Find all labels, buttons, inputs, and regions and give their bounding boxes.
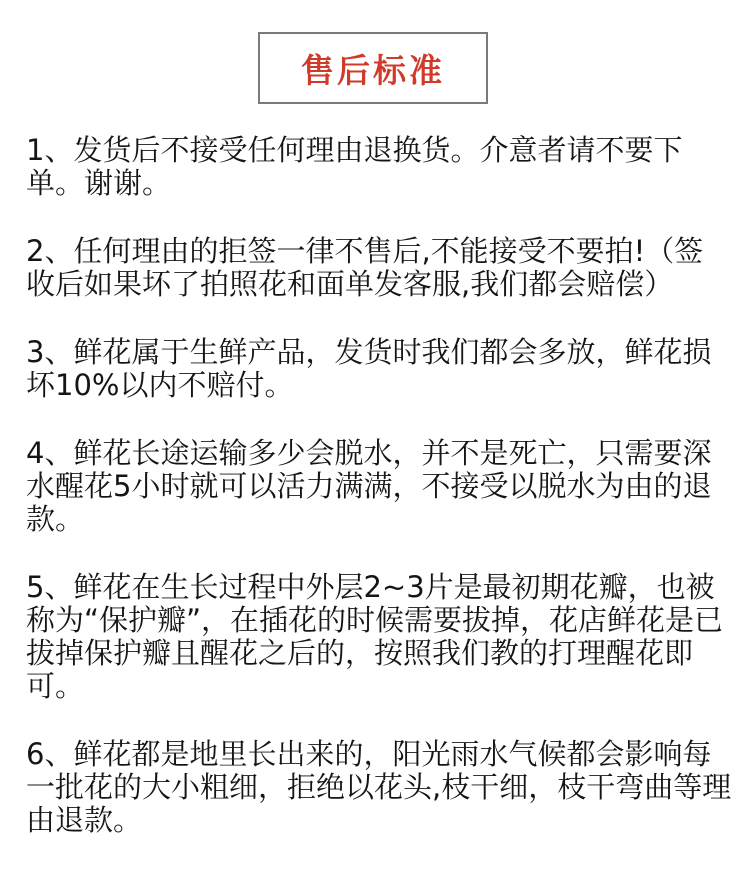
- rule-item: 4、鲜花长途运输多少会脱水，并不是死亡，只需要深水醒花5小时就可以活力满满，不接受以脱水为由的退款。: [26, 436, 712, 536]
- rule-item: 3、鲜花属于生鲜产品，发货时我们都会多放，鲜花损坏10%以内不赔付。: [26, 335, 712, 402]
- rule-item: 5、鲜花在生长过程中外层2~3片是最初期花瓣，也被称为“保护瓣”，在插花的时候需要拔掉，花店鲜花是已拔掉保护瓣且醒花之后的，按照我们教的打理醒花即可。: [26, 570, 724, 703]
- rule-item: 1、发货后不接受任何理由退换货。介意者请不要下单。谢谢。: [26, 133, 683, 200]
- rule-item: 2、任何理由的拒签一律不售后,不能接受不要拍!（签收后如果坏了拍照花和面单发客服,我们都会赔偿）: [26, 234, 704, 301]
- rule-item: 6、鲜花都是地里长出来的，阳光雨水气候都会影响每一批花的大小粗细，拒绝以花头,枝干细，枝干弯曲等理由退款。: [26, 737, 732, 837]
- rules-list: [26, 134, 732, 872]
- title-box: [258, 32, 488, 104]
- page-title: 售后标准: [301, 50, 445, 90]
